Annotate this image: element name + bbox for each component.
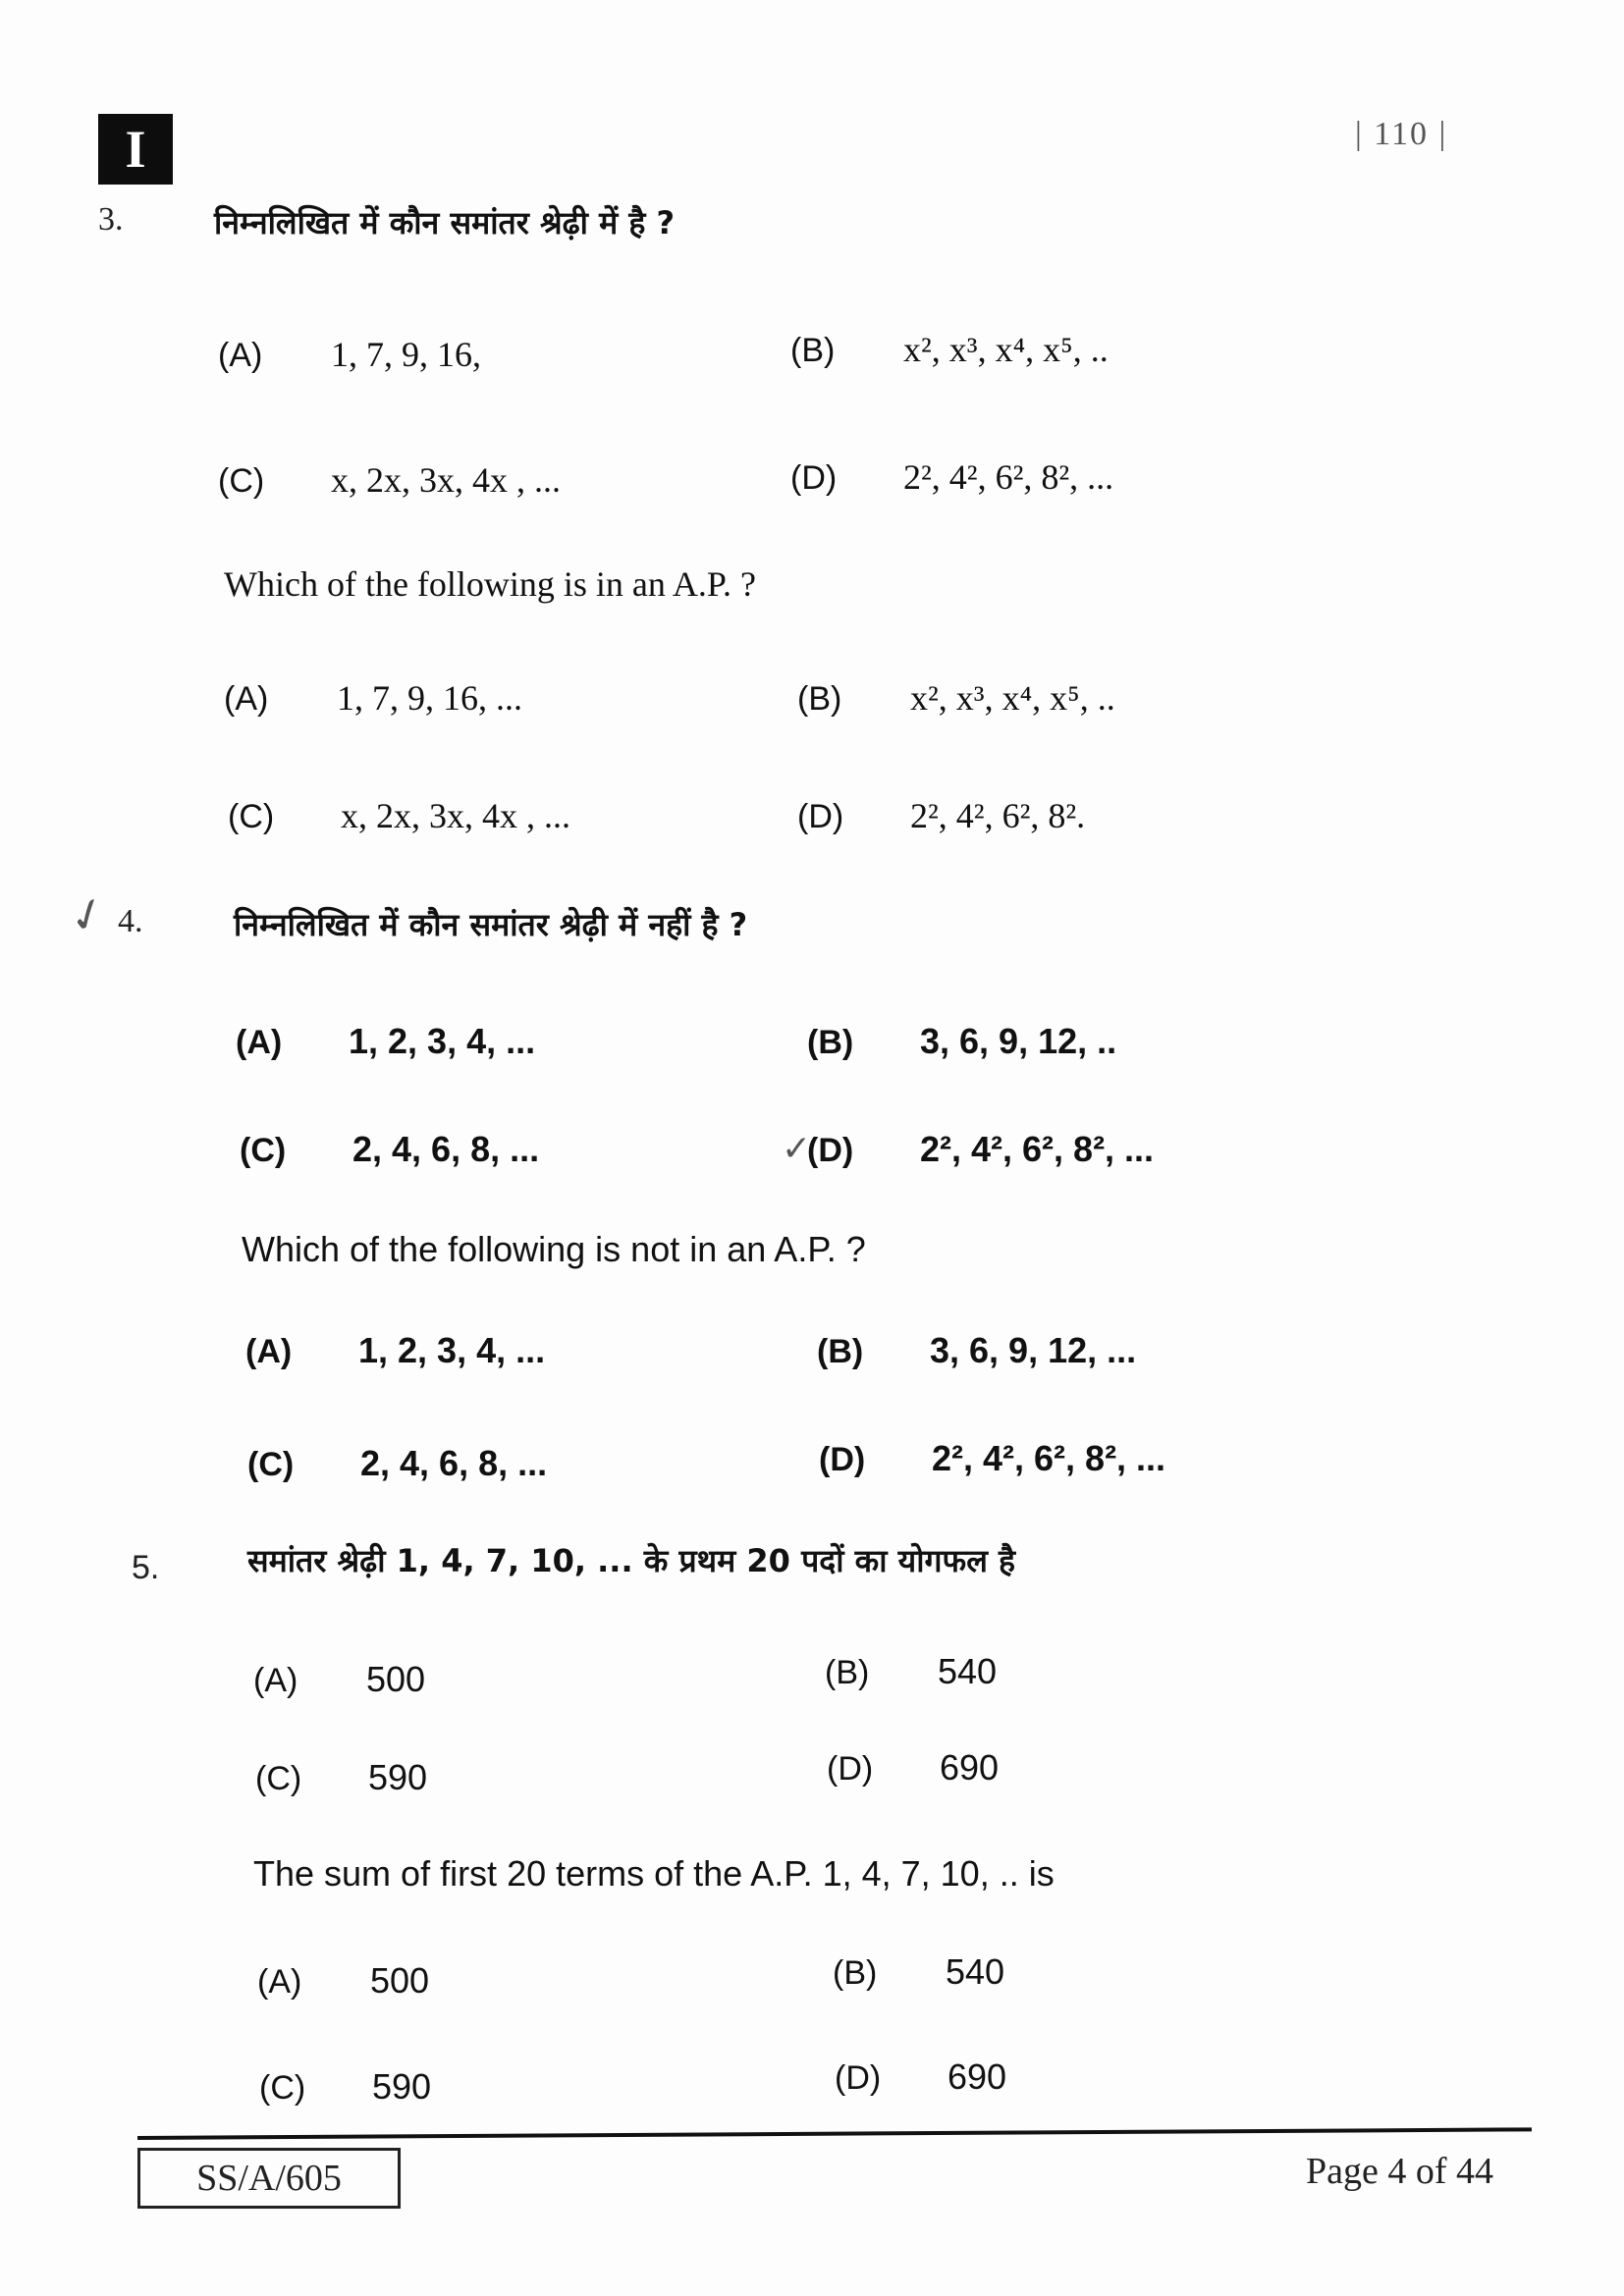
option-value: 500 xyxy=(370,1960,430,2001)
option-label: (A) xyxy=(224,680,269,718)
q3-hindi-option-d[interactable] xyxy=(790,456,1113,498)
option-value: x, 2x, 3x, 4x , ... xyxy=(341,796,570,835)
question-5-english-text: The sum of first 20 terms of the A.P. 1, 4, 7, 10, .. is xyxy=(253,1853,1055,1894)
option-label: (B) xyxy=(833,1954,878,1992)
option-label: (B) xyxy=(817,1333,864,1370)
option-value: 3, 6, 9, 12, ... xyxy=(930,1330,1137,1370)
option-value: 540 xyxy=(938,1651,998,1691)
q3-hindi-option-a[interactable] xyxy=(218,334,481,375)
option-value: 1, 2, 3, 4, ... xyxy=(358,1330,546,1370)
q3-english-option-d[interactable] xyxy=(797,795,1085,836)
q5-english-option-b[interactable] xyxy=(833,1951,1004,1993)
option-label: (D) xyxy=(827,1750,874,1788)
option-value: x², x³, x⁴, x⁵, .. xyxy=(910,678,1115,718)
q4-english-option-a[interactable] xyxy=(245,1330,545,1371)
option-label: (C) xyxy=(247,1446,295,1483)
option-label: (A) xyxy=(218,337,263,374)
option-label: (C) xyxy=(228,798,275,835)
option-value: 540 xyxy=(946,1951,1005,1992)
option-label: (D) xyxy=(819,1441,866,1478)
option-label: (B) xyxy=(790,332,836,369)
option-value: 2², 4², 6², 8², ... xyxy=(903,457,1114,497)
option-value: 2², 4², 6², 8², ... xyxy=(920,1129,1155,1169)
question-5-hindi-text: समांतर श्रेढ़ी 1, 4, 7, 10, ... के प्रथम 20 पदों का योगफल है xyxy=(247,1542,1016,1579)
q3-english-option-a[interactable] xyxy=(224,677,522,719)
q5-hindi-option-c[interactable] xyxy=(255,1757,427,1798)
option-value: 2², 4², 6², 8², ... xyxy=(932,1438,1166,1478)
option-value: 1, 7, 9, 16, ... xyxy=(337,678,522,718)
q5-english-option-d[interactable] xyxy=(835,2056,1006,2098)
paper-code: SS/A/605 xyxy=(137,2148,401,2209)
option-label: (D) xyxy=(835,2059,882,2097)
option-value: 2, 4, 6, 8, ... xyxy=(352,1129,540,1169)
set-label-badge: I xyxy=(98,114,173,185)
option-label: (A) xyxy=(245,1333,293,1370)
q3-hindi-option-c[interactable] xyxy=(218,459,561,501)
option-label: (A) xyxy=(257,1963,302,2001)
option-value: 1, 7, 9, 16, xyxy=(331,335,481,374)
option-value: 2², 4², 6², 8². xyxy=(910,796,1086,835)
question-5-number: 5. xyxy=(132,1549,160,1586)
option-value: x², x³, x⁴, x⁵, .. xyxy=(903,330,1109,369)
q4-hindi-option-d[interactable] xyxy=(807,1129,1154,1170)
question-3-number: 3. xyxy=(98,201,124,238)
q3-english-option-c[interactable] xyxy=(228,795,570,836)
option-label: (C) xyxy=(240,1132,287,1169)
option-label: (B) xyxy=(807,1024,854,1061)
option-value: 590 xyxy=(368,1757,428,1797)
q5-english-option-a[interactable] xyxy=(257,1960,429,2002)
page-number: Page 4 of 44 xyxy=(1306,2151,1494,2192)
q4-hindi-option-a[interactable] xyxy=(236,1021,535,1062)
question-4-hindi-text: निम्नलिखित में कौन समांतर श्रेढ़ी में नहीं है ? xyxy=(234,906,748,943)
q5-hindi-option-b[interactable] xyxy=(825,1651,997,1692)
option-label: (D) xyxy=(790,459,838,497)
question-4-number: 4. xyxy=(118,903,143,939)
q3-hindi-option-b[interactable] xyxy=(790,329,1109,370)
footer-divider xyxy=(137,2127,1532,2140)
question-3-english-text: Which of the following is in an A.P. ? xyxy=(224,564,756,604)
q4-hindi-option-b[interactable] xyxy=(807,1021,1116,1062)
option-label: (C) xyxy=(218,462,265,500)
option-label: (A) xyxy=(253,1662,298,1699)
option-value: 590 xyxy=(372,2066,432,2107)
option-label: (C) xyxy=(255,1760,302,1797)
question-4-english-text: Which of the following is not in an A.P. ? xyxy=(242,1229,866,1269)
option-label: (A) xyxy=(236,1024,283,1061)
option-value: 500 xyxy=(366,1659,426,1699)
option-label: (D) xyxy=(807,1132,854,1169)
handwritten-tick-icon: ✓ xyxy=(60,883,115,946)
question-3-hindi-text: निम्नलिखित में कौन समांतर श्रेढ़ी में है ? xyxy=(214,204,676,241)
option-value: 1, 2, 3, 4, ... xyxy=(349,1021,536,1061)
q4-english-option-d[interactable] xyxy=(819,1438,1165,1479)
option-label: (B) xyxy=(825,1654,870,1691)
page-tag: | 110 | xyxy=(1355,116,1448,152)
option-value: 690 xyxy=(947,2056,1007,2097)
q5-hindi-option-a[interactable] xyxy=(253,1659,425,1700)
q5-hindi-option-d[interactable] xyxy=(827,1747,999,1789)
option-label: (C) xyxy=(259,2069,306,2107)
q4-english-option-c[interactable] xyxy=(247,1443,547,1484)
option-label: (D) xyxy=(797,798,844,835)
q4-english-option-b[interactable] xyxy=(817,1330,1136,1371)
option-label: (B) xyxy=(797,680,842,718)
q4-hindi-option-c[interactable] xyxy=(240,1129,539,1170)
option-value: 690 xyxy=(940,1747,1000,1788)
handwritten-check-icon: ✓ xyxy=(782,1129,812,1169)
option-value: 3, 6, 9, 12, .. xyxy=(920,1021,1117,1061)
option-value: 2, 4, 6, 8, ... xyxy=(360,1443,548,1483)
q5-english-option-c[interactable] xyxy=(259,2066,431,2108)
option-value: x, 2x, 3x, 4x , ... xyxy=(331,460,561,500)
q3-english-option-b[interactable] xyxy=(797,677,1115,719)
